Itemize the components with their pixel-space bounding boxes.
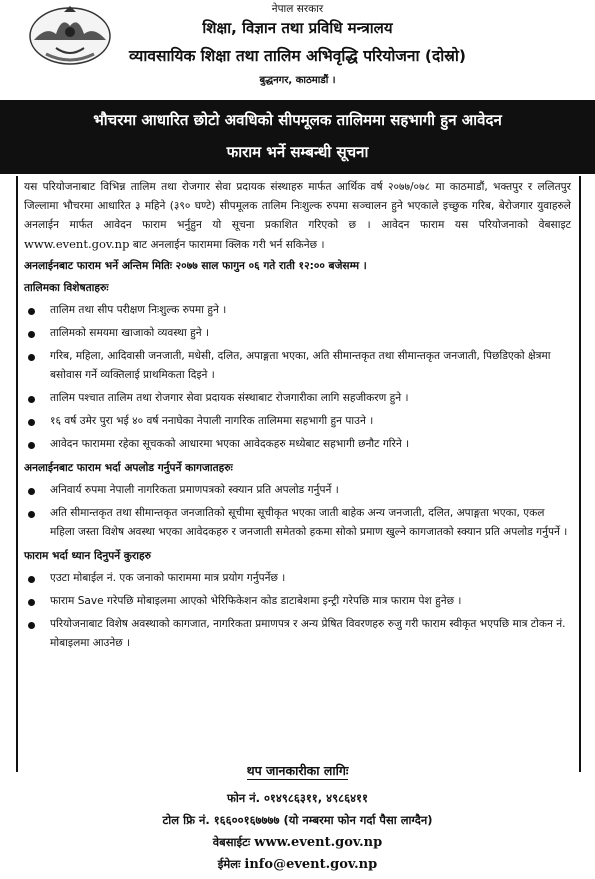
- list-item-text: गरिब, महिला, आदिवासी जनजाती, मधेसी, दलित, अपाङ्गता भएका, अति सीमान्तकृत तथा सीमान्तकृत जनजाती, पिछडिएको क्षेत्रमा बसोवास गर्ने व्यक्तिलाई प्राथमिकता दिइने ।: [50, 350, 551, 381]
- bullet-icon: [28, 488, 35, 495]
- bullet-icon: [28, 308, 35, 315]
- list-item-text: १६ वर्ष उमेर पुरा भई ४० वर्ष ननाघेका नेपाली नागरिक तालिममा सहभागी हुन पाउने ।: [50, 415, 374, 427]
- list-item: [24, 504, 571, 542]
- notice-header: [0, 0, 595, 100]
- list-item-text: तालिम तथा सीप परीक्षण निःशुल्क रुपमा हुने ।: [50, 304, 227, 316]
- list-item-text: अनिवार्य रुपमा नेपाली नागरिकता प्रमाणपत्रको स्क्यान प्रति अपलोड गर्नुपर्ने ।: [50, 484, 339, 496]
- list-item-text: तालिमको समयमा खाजाको व्यवस्था हुने ।: [50, 327, 209, 339]
- list-item: [24, 347, 571, 385]
- intro-text-end: बाट अनलाईन फाराममा क्लिक गरी भर्न सकिनेछ ।: [132, 239, 325, 251]
- bullet-icon: [28, 331, 35, 338]
- ministry-name: शिक्षा, विज्ञान तथा प्रविधि मन्त्रालय: [202, 19, 393, 37]
- phone-number: फोन नं. ०१४९८६३११, ४९८६४११: [226, 791, 369, 805]
- intro-website-link[interactable]: www.event.gov.np: [24, 237, 130, 251]
- title-line-1: भौचरमा आधारित छोटो अवधिको सीपमूलक तालिममा सहभागी हुन आवेदन: [93, 111, 502, 129]
- attention-heading: फाराम भर्दा ध्यान दिनुपर्ने कुराहरु: [24, 550, 151, 562]
- list-item: [24, 569, 571, 588]
- intro-text: यस परियोजनाबाट विभिन्न तालिम तथा रोजगार सेवा प्रदायक संस्थाहरु मार्फत आर्थिक वर्ष २०७७/०७८ मा काठमाडौं, भक्तपुर र ललितपुर जिल्लामा भौचरमा आधारित ३ महिने (३९० घण्टे) सीपमूलक तालिम निःशुल्क रुपमा सञ्चालन हुने भएकाले इच्छुक गरिब, बेरोजगार युवाहरुले अनलाईन मार्फत आवेदन फाराम भर्नुहुन यो सूचना प्रकाशित गरिएको छ । आवेदन फाराम यस परियोजनाको वेबसाइट: [24, 181, 571, 231]
- documents-heading: अनलाईनबाट फाराम भर्दा अपलोड गर्नुपर्ने कागजातहरुः: [24, 462, 233, 474]
- list-item-text: परियोजनाबाट विशेष अवस्थाको कागजात, नागरिकता प्रमाणपत्र र अन्य प्रेषित विवरणहरु रुजु गरी फाराम स्वीकृत भएपछि मात्र टोकन नं. मोबाइलमा आउनेछ ।: [50, 618, 566, 649]
- list-item: [24, 481, 571, 500]
- bullet-icon: [28, 354, 35, 361]
- list-item-text: अति सीमान्तकृत तथा सीमान्तकृत जनजातिको सूचीमा सूचीकृत भएका जाती बाहेक अन्य जनजाती, दलित, अपाङ्गता भएका, एकल महिला जस्ता विशेष अवस्था भएका आवेदकहरु र जनजाती समेतको हकमा सोको प्रमाण खुल्ने कागजातको स्क्यान प्रति अपलोड गर्नुपर्ने ।: [50, 507, 568, 538]
- list-item: [24, 412, 571, 431]
- bullet-icon: [28, 511, 35, 518]
- bullet-icon: [28, 576, 35, 583]
- deadline-notice: अनलाईनबाट फाराम भर्ने अन्तिम मितिः २०७७ साल फागुन ०६ गते राती १२:०० बजेसम्म ।: [24, 260, 367, 272]
- list-item-text: फाराम Save गरेपछि मोबाइलमा आएको भेरिफिकेशन कोड डाटाबेशमा इन्ट्री गरेपछि मात्र फाराम पेश हुनेछ ।: [50, 595, 462, 607]
- list-item: [24, 615, 571, 653]
- website-link[interactable]: www.event.gov.np: [254, 835, 383, 850]
- notice-body: [16, 176, 581, 772]
- list-item: [24, 301, 571, 320]
- email-line: [0, 857, 595, 872]
- tollfree-number: टोल फ्रि नं. १६६००१६७७७७ (यो नम्बरमा फोन गर्दा पैसा लाग्दैन): [162, 813, 433, 827]
- bullet-icon: [28, 419, 35, 426]
- list-item-text: एउटा मोबाईल नं. एक जनाको फाराममा मात्र प्रयोग गर्नुपर्नेछ ।: [50, 572, 286, 584]
- project-name: व्यावसायिक शिक्षा तथा तालिम अभिवृद्धि परियोजना (दोस्रो): [129, 47, 466, 65]
- title-line-2: फाराम भर्ने सम्बन्धी सूचना: [226, 143, 369, 161]
- list-item: [24, 324, 571, 343]
- more-info-label: थप जानकारीका लागिः: [246, 763, 349, 778]
- bullet-icon: [28, 599, 35, 606]
- email-link[interactable]: info@event.gov.np: [244, 857, 378, 872]
- bullet-icon: [28, 396, 35, 403]
- list-item-text: तालिम पश्चात तालिम तथा रोजगार सेवा प्रदायक संस्थाबाट रोजगारीका लागि सहजीकरण हुने ।: [50, 392, 409, 404]
- list-item: [24, 435, 571, 454]
- notice-title: [0, 100, 595, 174]
- bullet-icon: [28, 622, 35, 629]
- list-item-text: आवेदन फाराममा रहेका सूचकको आधारमा भएका आवेदकहरु मध्येबाट सहभागी छनौट गरिने ।: [50, 438, 410, 450]
- more-info-heading: [0, 762, 595, 779]
- bullet-icon: [28, 442, 35, 449]
- office-address: बुद्धनगर, काठमाडौं ।: [259, 75, 336, 86]
- website-line: [0, 835, 595, 850]
- features-heading: तालिमका विशेषताहरुः: [24, 282, 109, 294]
- government-name: नेपाल सरकार: [271, 3, 324, 15]
- website-label: वेबसाईटः: [212, 835, 251, 849]
- documents-list: [24, 481, 571, 542]
- attention-list: [24, 569, 571, 653]
- features-list: [24, 301, 571, 454]
- intro-paragraph: [24, 178, 571, 255]
- list-item: [24, 389, 571, 408]
- list-item: [24, 592, 571, 611]
- email-label: ईमेलः: [217, 857, 241, 871]
